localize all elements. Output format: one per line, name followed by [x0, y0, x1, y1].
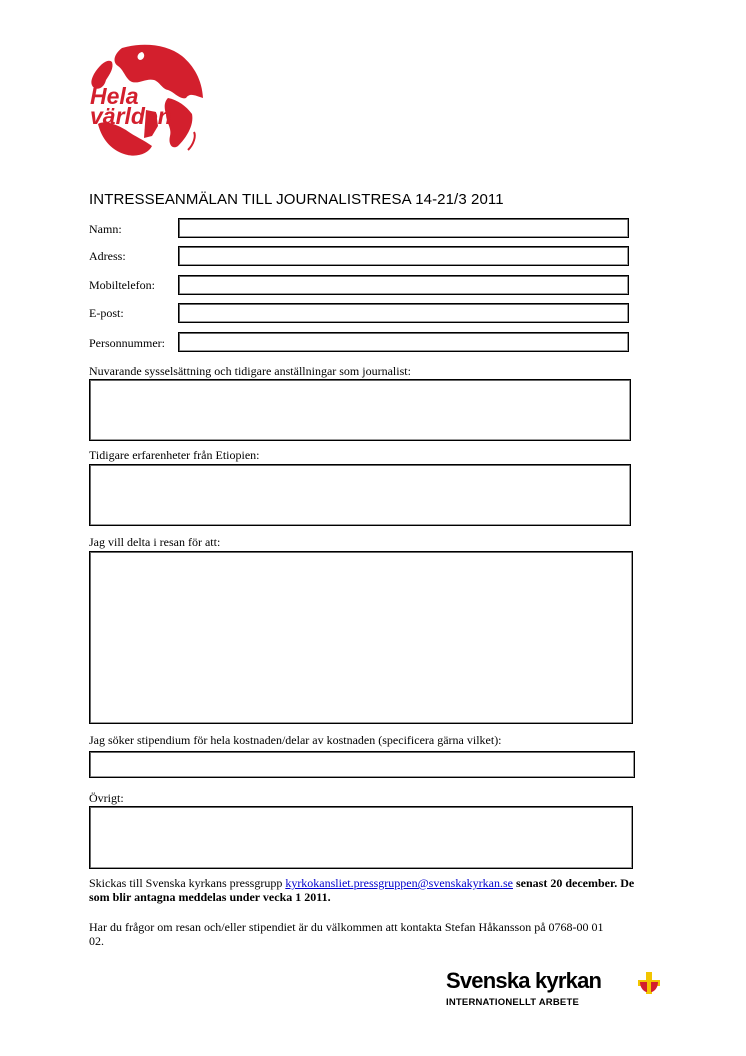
- other-label: Övrigt:: [89, 791, 124, 805]
- personnummer-label: Personnummer:: [89, 336, 165, 350]
- name-label: Namn:: [89, 222, 122, 236]
- mobile-input[interactable]: [178, 275, 629, 295]
- hela-varlden-logo: [82, 40, 206, 164]
- reason-label: Jag vill delta i resan för att:: [89, 535, 221, 549]
- brand-name: Svenska kyrkan: [446, 968, 602, 993]
- form-title: INTRESSEANMÄLAN TILL JOURNALISTRESA 14-21/3 2011: [89, 191, 504, 208]
- send-instructions: [89, 876, 645, 904]
- address-label: Adress:: [89, 249, 126, 263]
- brand-subtitle: INTERNATIONELLT ARBETE: [446, 997, 579, 1008]
- name-input[interactable]: [178, 218, 629, 238]
- email-input[interactable]: [178, 303, 629, 323]
- scholarship-label: Jag söker stipendium för hela kostnaden/delar av kostnaden (specificera gärna vilket):: [89, 733, 502, 747]
- reason-textarea[interactable]: [89, 551, 633, 724]
- contact-info: Har du frågor om resan och/eller stipendiet är du välkommen att kontakta Stefan Håkansson på 0768-00 01 02.: [89, 920, 604, 948]
- other-textarea[interactable]: [89, 806, 633, 869]
- occupation-textarea[interactable]: [89, 379, 631, 441]
- logo-line1: Hela: [90, 83, 139, 109]
- email-link[interactable]: kyrkokansliet.pressgruppen@svenskakyrkan.se: [285, 876, 513, 890]
- svenska-kyrkan-logo: [446, 968, 676, 1018]
- deadline-text: senast 20 december. De som blir antagna meddelas under vecka 1 2011.: [89, 876, 635, 904]
- email-label: E-post:: [89, 306, 124, 320]
- send-prefix: Skickas till Svenska kyrkans pressgrupp: [89, 876, 286, 890]
- ethiopia-label: Tidigare erfarenheter från Etiopien:: [89, 448, 260, 462]
- occupation-label: Nuvarande sysselsättning och tidigare anställningar som journalist:: [89, 364, 411, 378]
- address-input[interactable]: [178, 246, 629, 266]
- mobile-label: Mobiltelefon:: [89, 278, 155, 292]
- personnummer-input[interactable]: [178, 332, 629, 352]
- ethiopia-textarea[interactable]: [89, 464, 631, 526]
- cross-icon: [638, 972, 660, 994]
- logo-line2: världen: [90, 103, 172, 129]
- scholarship-input[interactable]: [89, 751, 635, 778]
